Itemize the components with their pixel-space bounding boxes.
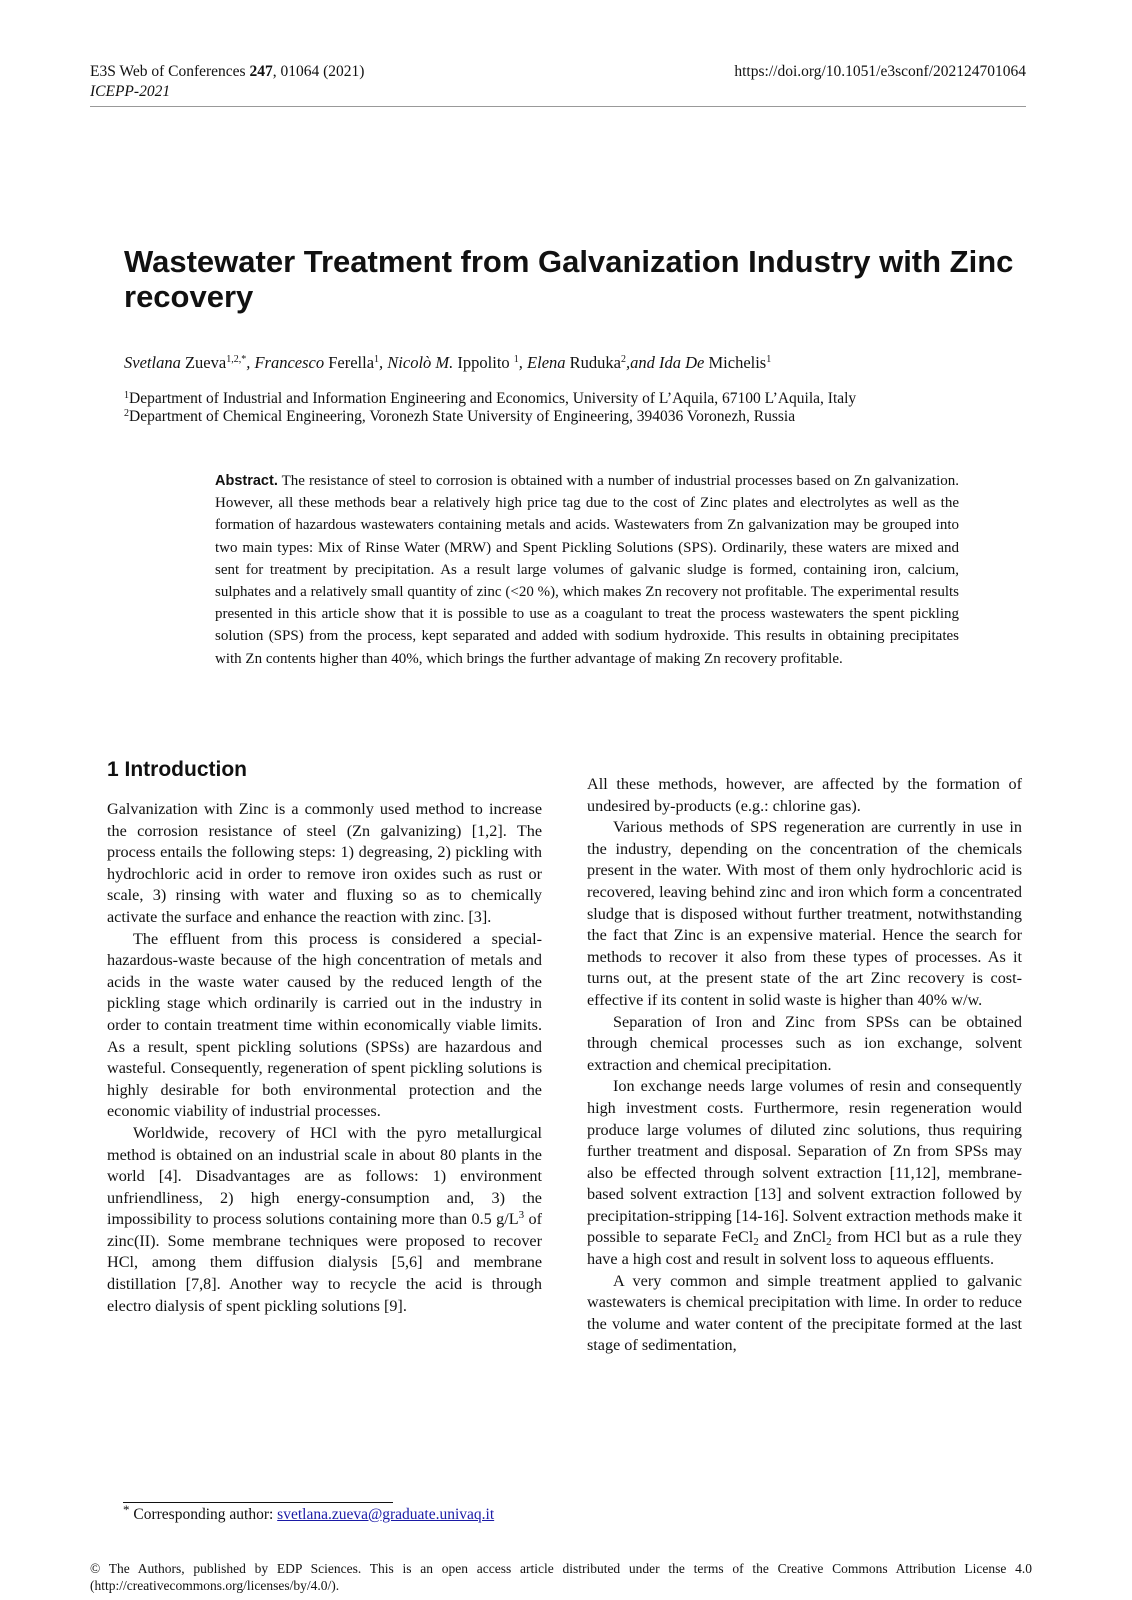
author: Svetlana Zueva$^{1,2,*}$ [124,353,247,372]
paragraph: A very common and simple treatment applied to galvanic wastewaters is chemical precipitation with lime. In order to reduce the volume and water content of the precipitate formed at the last stage of sedimentation, [587,1271,1022,1355]
abstract-label: Abstract. [215,473,278,489]
section-heading: 1 Introduction [107,758,247,781]
license-notice: © The Authors, published by EDP Sciences. This is an open access article distributed under the terms of the Creative Commons Attribution License 4.0 (http://creativecommons.org/licenses/by/4.0/). [90,1561,1032,1593]
author-list: Svetlana Zueva$^{1,2,*}$, Francesco Ferella$^1$, Nicolò M. Ippolito $^1$, Elena Ruduka$^2$,and Ida De Michelis$^1$ [124,353,772,372]
journal-citation: E3S Web of Conferences 247, 01064 (2021) [90,63,365,80]
paragraph: The effluent from this process is considered a special-hazardous-waste because of the high concentration of metals and acids in the waste water caused by the reduced length of the pickling stage which ordinarily is carried out in the industry in order to contain treatment time within economically viable limits. As a result, spent pickling solutions (SPSs) are hazardous and wasteful. Consequently, regeneration of spent pickling solutions is highly desirable for both environmental protection and the economic viability of industrial processes. [107,929,542,1121]
affiliation: $^1$Department of Industrial and Information Engineering and Economics, University of L’Aquila, 67100 L’Aquila, Italy [124,390,857,407]
doi-link[interactable]: https://doi.org/10.1051/e3sconf/202124701064 [734,63,1026,80]
right-column [587,774,1022,1357]
abstract [215,470,959,670]
paragraph: Galvanization with Zinc is a commonly used method to increase the corrosion resistance of steel (Zn galvanizing) [1,2]. The process entails the following steps: 1) degreasing, 2) pickling with hydrochloric acid in order to remove iron oxides such as rust or scale, 3) rinsing with water and fluxing so as to chemically activate the surface and enhance the reaction with zinc. [3]. [107,800,542,926]
footnote-label: Corresponding author: [133,1506,278,1523]
paragraph: Various methods of SPS regeneration are currently in use in the industry, depending on the concentration of the chemicals present in the water. With most of them only hydrochloric acid is recovered, leaving behind zinc and iron which form a concentrated sludge that is disposed without further treatment, notwithstanding the fact that Zinc is an expensive material. Hence the search for methods to recover it also from these types of processes. As it turns out, at the present state of the art Zinc recovery is cost-effective if its content in solid waste is higher than 40% w/w. [587,818,1022,1009]
paragraph: Worldwide, recovery of HCl with the pyro metallurgical method is obtained on an industrial scale in about 80 plants in the world [4]. Disadvantages are as follows: 1) environment unfriendliness, 2) high energy-consumption and, 3) the impossibility to process solutions containing more than 0.5 $g/L^3$ of zinc(II). Some membrane techniques were proposed to recover HCl, among them diffusion dialysis [5,6] and membrane distillation [7,8]. Another way to recycle the acid is through electro dialysis of spent pickling solutions [9]. [107,1123,543,1315]
email-link[interactable]: svetlana.zueva@graduate.univaq.it [277,1506,495,1523]
paragraph: Ion exchange needs large volumes of resin and consequently high investment costs. Furthermore, resin regeneration would produce large volumes of diluted zinc solutions, thus requiring further treatment and disposal. Separation of Zn from SPSs may also be effected through solvent extraction [11,12], membrane-based solvent extraction [13] and solvent extraction followed by precipitation-stripping [14-16]. Solvent extraction methods make it possible to separate FeCl$_2$ and ZnCl$_2$ from HCl but as a rule they have a high cost and result in solvent loss to aqueous effluents. [587,1077,1022,1269]
affiliations [124,390,856,426]
running-header-left [90,62,364,102]
author: Nicolò M. Ippolito $^1$ [387,353,519,372]
left-column [107,758,542,1317]
author: and Ida De Michelis$^1$ [630,353,772,372]
footnote-rule [123,1502,393,1503]
header-divider [90,106,1026,107]
paragraph: Separation of Iron and Zinc from SPSs can be obtained through chemical processes such as ion exchange, solvent extraction and chemical precipitation. [587,1012,1022,1074]
conference-name: ICEPP-2021 [90,83,171,100]
paragraph: All these methods, however, are affected by the formation of undesired by-products (e.g.: chlorine gas). [587,775,1022,815]
author: Elena Ruduka$^2$ [527,353,626,372]
paper-title: Wastewater Treatment from Galvanization Industry with Zinc recovery [124,244,1014,314]
affiliation: $^2$Department of Chemical Engineering, Voronezh State University of Engineering, 394036 Voronezh, Russia [124,408,796,425]
author: Francesco Ferella$^1$ [254,353,380,372]
footnote-marker: * [123,1502,130,1517]
footnote [123,1502,495,1525]
abstract-text: The resistance of steel to corrosion is obtained with a number of industrial processes based on Zn galvanization. However, all these methods bear a relatively high price tag due to the cost of Zinc plates and electrolytes as well as the formation of hazardous wastewaters containing metals and acids. Wastewaters from Zn galvanization may be grouped into two main types: Mix of Rinse Water (MRW) and Spent Pickling Solutions (SPS). Ordinarily, these waters are mixed and sent for treatment by precipitation. As a result large volumes of galvanic sludge is formed, containing iron, calcium, sulphates and a relatively small quantity of zinc (<20 %), which makes Zn recovery not profitable. The experimental results presented in this article show that it is possible to use as a coagulant to treat the process wastewaters the spent pickling solution (SPS) from the process, kept separated and added with sodium hydroxide. This results in obtaining precipitates with Zn contents higher than 40%, which brings the further advantage of making Zn recovery profitable. [215,473,959,667]
